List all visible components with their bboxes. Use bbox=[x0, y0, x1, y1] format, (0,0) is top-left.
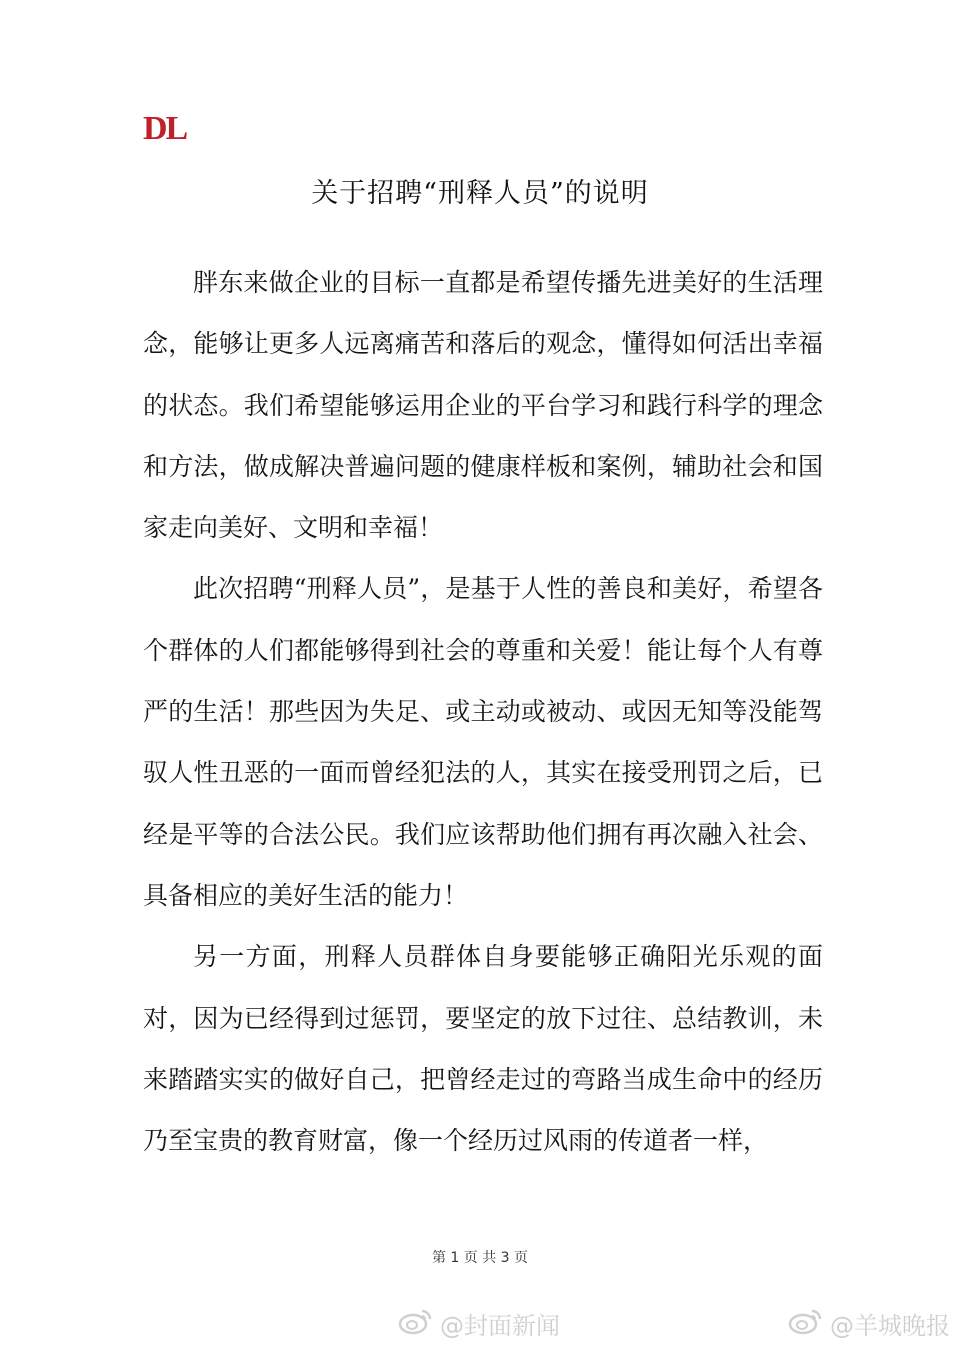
page-number: 第 1 页 共 3 页 bbox=[431, 1250, 529, 1266]
watermark-text: @封面新闻 bbox=[440, 1312, 560, 1340]
watermark bbox=[788, 1306, 950, 1341]
weibo-icon bbox=[398, 1307, 434, 1341]
watermark-text: @羊城晚报 bbox=[830, 1312, 950, 1340]
document-title: 关于招聘“刑释人员”的说明 bbox=[311, 178, 649, 209]
document-body bbox=[143, 252, 823, 1171]
company-logo: DL bbox=[143, 110, 187, 147]
paragraph: 胖东来做企业的目标一直都是希望传播先进美好的生活理念，能够让更多人远离痛苦和落后的观念，懂得如何活出幸福的状态。我们希望能够运用企业的平台学习和践行科学的理念和方法，做成解决普遍问题的健康样板和案例，辅助社会和国家走向美好、文明和幸福！ bbox=[143, 268, 823, 543]
watermark bbox=[398, 1306, 560, 1341]
paragraph: 另一方面，刑释人员群体自身要能够正确阳光乐观的面对，因为已经得到过惩罚，要坚定的放下过往、总结教训，未来踏踏实实的做好自己，把曾经走过的弯路当成生命中的经历乃至宝贵的教育财富，像一个经历过风雨的传道者一样， bbox=[143, 942, 823, 1156]
weibo-icon bbox=[788, 1307, 824, 1341]
paragraph: 此次招聘“刑释人员”，是基于人性的善良和美好，希望各个群体的人们都能够得到社会的尊重和关爱！能让每个人有尊严的生活！那些因为失足、或主动或被动、或因无知等没能驾驭人性丑恶的一面而曾经犯法的人，其实在接受刑罚之后，已经是平等的合法公民。我们应该帮助他们拥有再次融入社会、具备相应的美好生活的能力！ bbox=[143, 574, 823, 910]
